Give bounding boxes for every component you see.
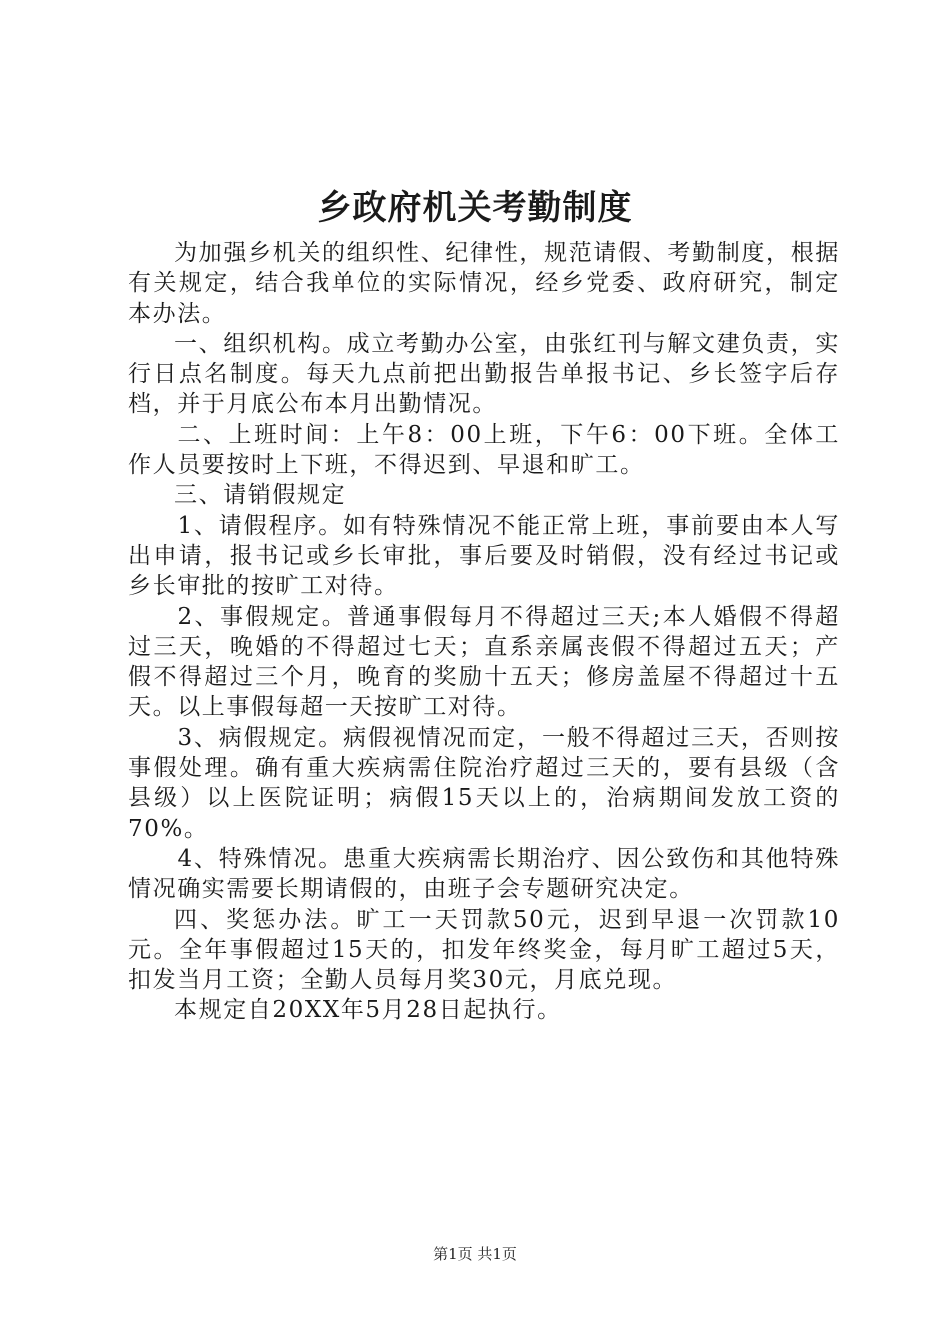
paragraph-sick-leave: 3、病假规定。病假视情况而定，一般不得超过三天，否则按事假处理。确有重大疾病需住院治疗超过三天的，要有县级（含县级）以上医院证明；病假15天以上的，治病期间发放工资的70%。	[128, 724, 840, 842]
paragraph-effective-date: 本规定自20XX年5月28日起执行。	[174, 997, 562, 1024]
paragraph-working-hours: 二、上班时间：上午8：00上班，下午6：00下班。全体工作人员要按时上下班，不得迟到、早退和旷工。	[128, 421, 840, 479]
paragraph-organization: 一、组织机构。成立考勤办公室，由张红刊与解文建负责，实行日点名制度。每天九点前把出勤报告单报书记、乡长签字后存档，并于月底公布本月出勤情况。	[128, 330, 840, 418]
document-body	[128, 238, 840, 1026]
paragraph-special-cases: 4、特殊情况。患重大疾病需长期治疗、因公致伤和其他特殊情况确实需要长期请假的，由班子会专题研究决定。	[128, 845, 840, 903]
paragraph-leave-rules-heading: 三、请销假规定	[174, 482, 347, 509]
paragraph-personal-leave: 2、事假规定。普通事假每月不得超过三天;本人婚假不得超过三天，晚婚的不得超过七天；直系亲属丧假不得超过五天；产假不得超过三个月，晚育的奖励十五天；修房盖屋不得超过十五天。以上事假每超一天按旷工对待。	[128, 603, 840, 721]
page-footer: 第1页 共1页	[433, 1245, 517, 1263]
paragraph-intro: 为加强乡机关的组织性、纪律性，规范请假、考勤制度，根据有关规定，结合我单位的实际情况，经乡党委、政府研究，制定本办法。	[128, 240, 840, 327]
paragraph-leave-procedure: 1、请假程序。如有特殊情况不能正常上班，事前要由本人写出申请，报书记或乡长审批，事后要及时销假，没有经过书记或乡长审批的按旷工对待。	[128, 512, 840, 600]
document-title: 乡政府机关考勤制度	[317, 188, 633, 228]
paragraph-rewards-penalties: 四、奖惩办法。旷工一天罚款50元，迟到早退一次罚款10元。全年事假超过15天的，扣发年终奖金，每月旷工超过5天，扣发当月工资；全勤人员每月奖30元，月底兑现。	[128, 906, 840, 994]
